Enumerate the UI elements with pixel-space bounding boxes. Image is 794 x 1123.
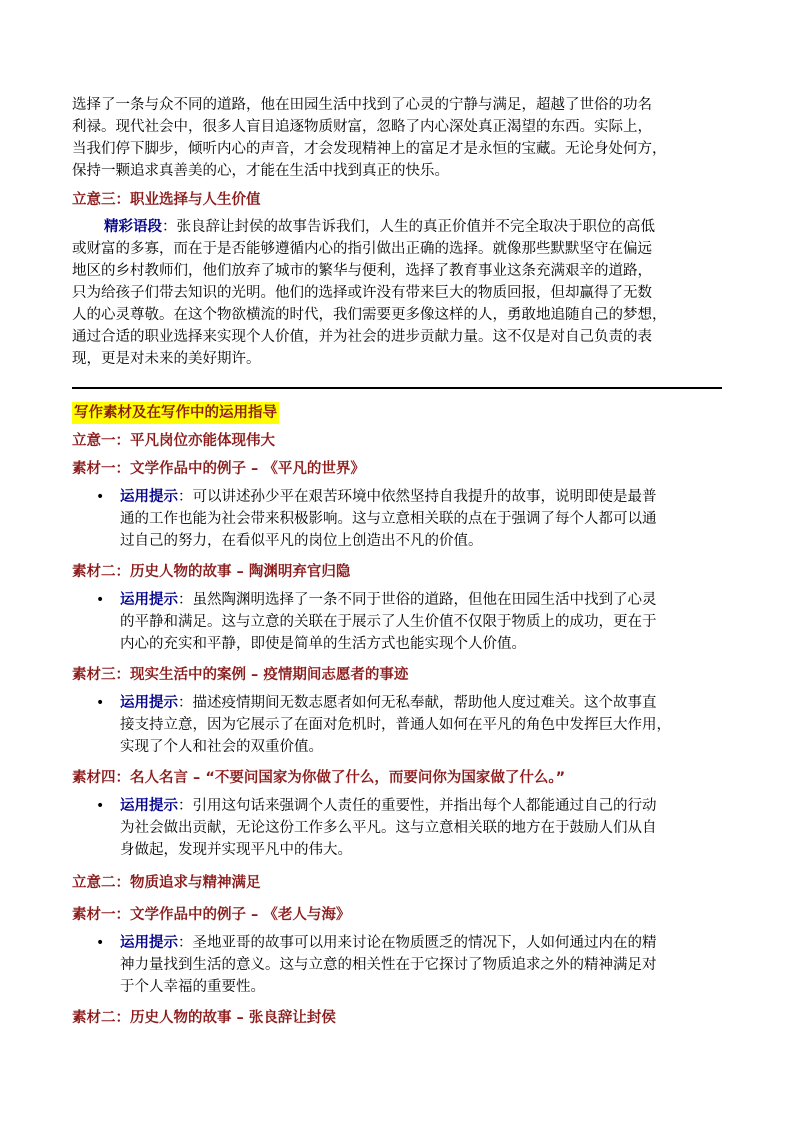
theme3-heading: 立意三：职业选择与人生价值 (72, 192, 261, 208)
usage-tip-keyword: 运用提示 (120, 695, 178, 711)
intro-line: 选择了一条与众不同的道路，他在田园生活中找到了心灵的宁静与满足，超越了世俗的功名 (72, 97, 652, 113)
intro-line: 保持一颗追求真善美的心，才能在生活中找到真正的快乐。 (72, 163, 449, 179)
material-heading: 素材二：历史人物的故事 – 陶渊明弃官归隐 (72, 564, 351, 580)
bullet-dot-icon: • (96, 592, 105, 608)
bullet-item (72, 486, 726, 552)
bullet-line: 内心的充实和平静，即使是简单的生活方式也能实现个人价值。 (120, 636, 526, 652)
section-title-row (72, 402, 726, 424)
bullet-line: 实现了个人和社会的双重价值。 (120, 739, 323, 755)
bullet-line: 过自己的努力，在看似平凡的岗位上创造出不凡的价值。 (120, 533, 483, 549)
bullet-line: 身做起，发现并实现平凡中的伟大。 (120, 842, 352, 858)
group2-heading: 立意二：物质追求与精神满足 (72, 875, 261, 891)
bullet-dot-icon: • (96, 489, 105, 505)
intro-paragraph (72, 94, 726, 182)
bullet-item (72, 795, 726, 861)
bullet-line: 神力量找到生活的意义。这与立意的相关性在于它探讨了物质追求之外的精神满足对 (120, 957, 657, 973)
usage-tip-keyword: 运用提示 (120, 592, 178, 608)
bullet-line: 于个人幸福的重要性。 (120, 979, 265, 995)
material-heading: 素材三：现实生活中的案例 – 疫情期间志愿者的事迹 (72, 667, 409, 683)
horizontal-rule (72, 387, 722, 389)
theme3-line: 现，更是对未来的美好期许。 (72, 351, 261, 367)
material-heading: 素材一：文学作品中的例子 – 《平凡的世界》 (72, 461, 365, 477)
usage-tip-keyword: 运用提示 (120, 798, 178, 814)
bullet-first-line: 运用提示：引用这句话来强调个人责任的重要性，并指出每个人都能通过自己的行动 (120, 798, 657, 814)
bullet-line: 为社会做出贡献，无论这份工作多么平凡。这与立意相关联的地方在于鼓励人们从自 (120, 820, 657, 836)
bullet-first-line: 运用提示：虽然陶渊明选择了一条不同于世俗的道路，但他在田园生活中找到了心灵 (120, 592, 657, 608)
theme3-first-line (72, 216, 726, 238)
bullet-line: 接支持立意，因为它展示了在面对危机时，普通人如何在平凡的角色中发挥巨大作用， (120, 717, 671, 733)
intro-line: 当我们停下脚步，倾听内心的声音，才会发现精神上的富足才是永恒的宝藏。无论身处何方， (72, 141, 667, 157)
highlight-keyword: 精彩语段 (104, 219, 162, 235)
bullet-item (72, 589, 726, 655)
bullet-line: 通的工作也能为社会带来积极影响。这与立意相关联的点在于强调了每个人都可以通 (120, 511, 657, 527)
usage-tip-keyword: 运用提示 (120, 935, 178, 951)
theme3-line: 通过合适的职业选择来实现个人价值，并为社会的进步贡献力量。这不仅是对自己负责的表 (72, 329, 652, 345)
material-heading: 素材二：历史人物的故事 – 张良辞让封侯 (72, 1010, 336, 1026)
bullet-first-line: 运用提示：描述疫情期间无数志愿者如何无私奉献，帮助他人度过难关。这个故事直 (120, 695, 657, 711)
theme3-line: 地区的乡村教师们，他们放弃了城市的繁华与便利，选择了教育事业这条充满艰辛的道路， (72, 263, 652, 279)
theme3-line: 只为给孩子们带去知识的光明。他们的选择或许没有带来巨大的物质回报，但却赢得了无数 (72, 285, 652, 301)
bullet-item (72, 932, 726, 998)
bullet-first-line: 运用提示：可以讲述孙少平在艰苦环境中依然坚持自我提升的故事，说明即使是最普 (120, 489, 657, 505)
theme3-line: 或财富的多寡，而在于是否能够遵循内心的指引做出正确的选择。就像那些默默坚守在偏远 (72, 241, 652, 257)
bullet-dot-icon: • (96, 798, 105, 814)
material-heading: 素材四：名人名言 – “不要问国家为你做了什么，而要问你为国家做了什么。” (72, 770, 566, 786)
theme3-paragraph (72, 216, 726, 370)
bullet-line: 的平静和满足。这与立意的关联在于展示了人生价值不仅限于物质上的成功，更在于 (120, 614, 657, 630)
intro-line: 利禄。现代社会中，很多人盲目追逐物质财富，忽略了内心深处真正渴望的东西。实际上， (72, 119, 652, 135)
bullet-dot-icon: • (96, 695, 105, 711)
theme3-line: 人的心灵尊敬。在这个物欲横流的时代，我们需要更多像这样的人，勇敢地追随自己的梦想， (72, 307, 667, 323)
bullet-dot-icon: • (96, 935, 105, 951)
theme3-first-line-text: ：张良辞让封侯的故事告诉我们，人生的真正价值并不完全取决于职位的高低 (162, 219, 655, 235)
section-title: 写作素材及在写作中的运用指导 (72, 402, 279, 424)
group1-heading: 立意一：平凡岗位亦能体现伟大 (72, 433, 275, 449)
bullet-first-line: 运用提示：圣地亚哥的故事可以用来讨论在物质匮乏的情况下，人如何通过内在的精 (120, 935, 657, 951)
bullet-item (72, 692, 726, 758)
usage-tip-keyword: 运用提示 (120, 489, 178, 505)
material-heading: 素材一：文学作品中的例子 – 《老人与海》 (72, 907, 351, 923)
